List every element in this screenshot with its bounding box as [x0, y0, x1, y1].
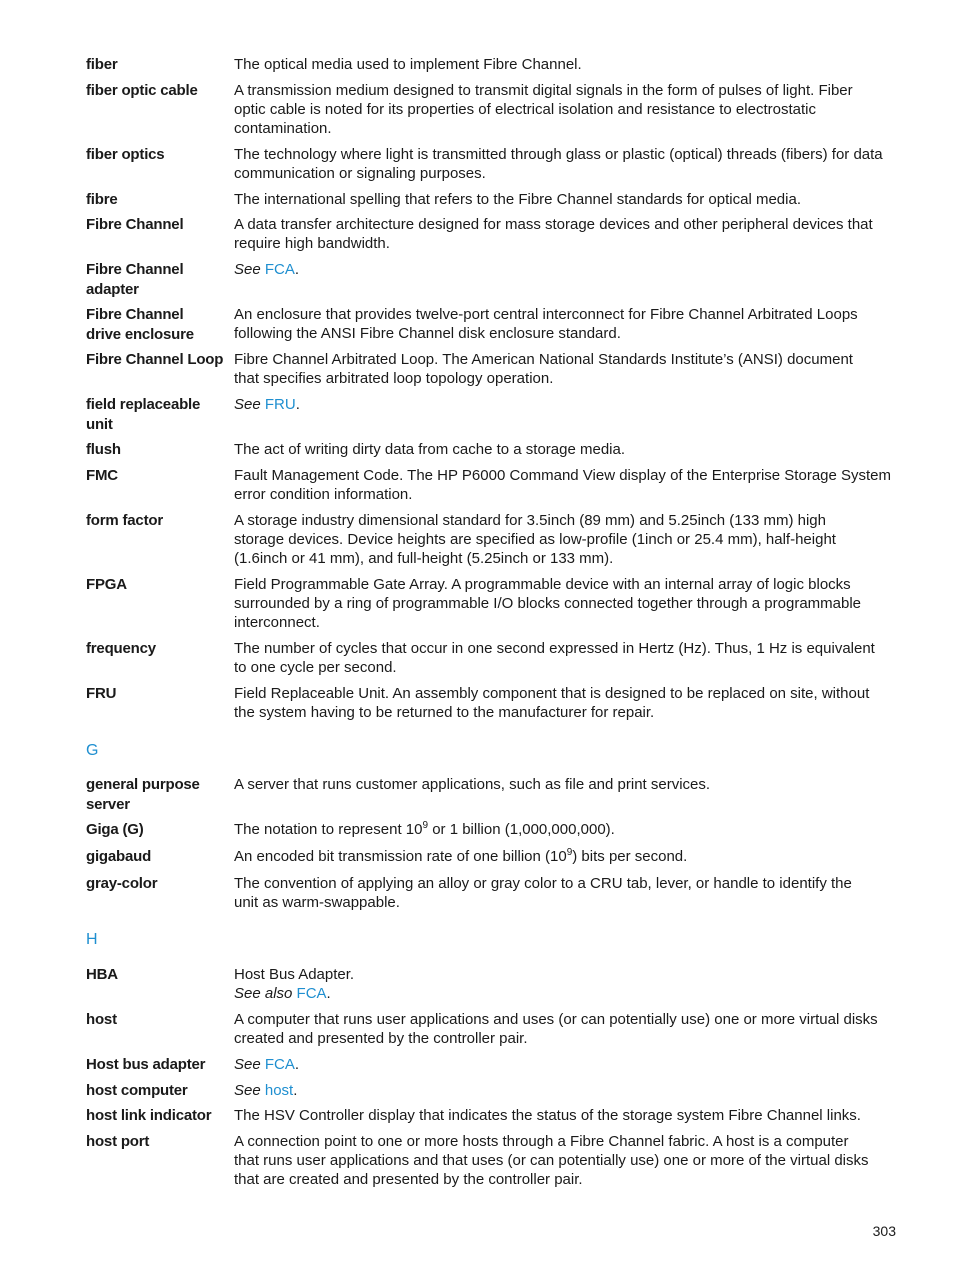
term: fiber — [86, 56, 118, 73]
term: form factor — [86, 512, 163, 529]
definition: An encoded bit transmission rate of one billion $(10^9)$ bits per second. — [234, 847, 688, 865]
fca-link[interactable]: FCA — [296, 985, 327, 1003]
definition: The HSV Controller display that indicates the status of the storage system Fibre Channel links. — [234, 1107, 861, 1124]
term: host computer — [86, 1082, 188, 1099]
definition: Field Programmable Gate Array. A programmable device with an internal array of logic blocks surrounded by a ring of programmable I/O blocks connected together through a programmable interconnect. — [234, 576, 862, 632]
term: Host bus adapter — [86, 1056, 206, 1073]
term: general purpose server — [86, 776, 200, 813]
fca-link[interactable]: FCA — [264, 1056, 295, 1073]
term: host port — [86, 1133, 150, 1150]
fru-link[interactable]: FRU — [264, 396, 296, 413]
definition: The notation to represent $10^9$ or 1 billion (1,000,000,000). — [234, 820, 615, 838]
term: frequency — [86, 640, 156, 657]
definition: Host Bus Adapter. See also FCA. — [234, 966, 355, 1003]
definition: Fault Management Code. The HP P6000 Command View display of the Enterprise Storage System error condition information. — [234, 467, 892, 504]
term: FPGA — [86, 576, 127, 593]
term: gigabaud — [86, 848, 152, 865]
definition: The convention of applying an alloy or gray color to a CRU tab, lever, or handle to identify the unit as warm-swappable. — [234, 875, 852, 912]
term: HBA — [86, 966, 118, 983]
term: fiber optic cable — [86, 82, 198, 99]
term: Fibre Channel Loop — [86, 351, 224, 368]
definition: A computer that runs user applications and uses (or can potentially use) one or more virtual disks created and presented by the controller pair. — [234, 1011, 878, 1048]
section-heading-g: G — [86, 742, 99, 759]
definition: A server that runs customer applications, such as file and print services. — [234, 776, 711, 793]
definition: The optical media used to implement Fibre Channel. — [234, 56, 582, 73]
term: fibre — [86, 191, 118, 208]
definition: Field Replaceable Unit. An assembly component that is designed to be replaced on site, without the system having to be returned to the manufacturer for repair. — [234, 685, 870, 722]
page-number: 303 — [872, 1223, 896, 1239]
definition: The international spelling that refers to the Fibre Channel standards for optical media. — [234, 191, 801, 208]
definition: A connection point to one or more hosts through a Fibre Channel fabric. A host is a computer that runs user applications and that uses (or can potentially use) one or more of the virtual disks that are created and presented by the controller pair. — [234, 1133, 869, 1189]
definition: See host. — [234, 1082, 298, 1099]
definition: The act of writing dirty data from cache to a storage media. — [234, 441, 626, 458]
definition: See FCA. — [234, 261, 300, 278]
term: gray-color — [86, 875, 158, 892]
definition: The technology where light is transmitted through glass or plastic (optical) threads (fibers) for data communication or signaling purposes. — [234, 146, 883, 183]
definition: See FRU. — [234, 396, 300, 413]
definition: See FCA. — [234, 1056, 300, 1073]
definition: A storage industry dimensional standard for 3.5inch (89 mm) and 5.25inch (133 mm) high storage devices. Device heights are specified as low-profile (1inch or 25.4 mm), half-height (1.6inch or 41 mm), and full-height (5.25inch or 133 mm). — [234, 512, 836, 568]
term: host — [86, 1011, 117, 1028]
term: FMC — [86, 467, 118, 484]
fca-link[interactable]: FCA — [264, 261, 295, 278]
definition: Fibre Channel Arbitrated Loop. The American National Standards Institute’s (ANSI) document that specifies arbitrated loop topology operation. — [234, 351, 853, 388]
term: fiber optics — [86, 146, 165, 163]
term: Fibre Channel — [86, 216, 184, 233]
term: flush — [86, 441, 121, 458]
term: host link indicator — [86, 1107, 212, 1124]
host-link[interactable]: host — [264, 1082, 294, 1099]
definition: An enclosure that provides twelve-port central interconnect for Fibre Channel Arbitrated Loops following the ANSI Fibre Channel disk enclosure standard. — [234, 306, 858, 343]
definition: A data transfer architecture designed for mass storage devices and other peripheral devices that require high bandwidth. — [234, 216, 873, 253]
term: FRU — [86, 685, 117, 702]
term: field replaceable unit — [86, 396, 201, 433]
section-heading-h: H — [86, 931, 98, 948]
term: Fibre Channel drive enclosure — [86, 306, 194, 343]
term: Giga (G) — [86, 821, 144, 838]
term: Fibre Channel adapter — [86, 261, 184, 298]
definition: The number of cycles that occur in one second expressed in Hertz (Hz). Thus, 1 Hz is equivalent to one cycle per second. — [234, 640, 875, 677]
definition: A transmission medium designed to transmit digital signals in the form of pulses of light. Fiber optic cable is noted for its properties of electrical isolation and resistance to electrostatic contamination. — [234, 82, 853, 138]
